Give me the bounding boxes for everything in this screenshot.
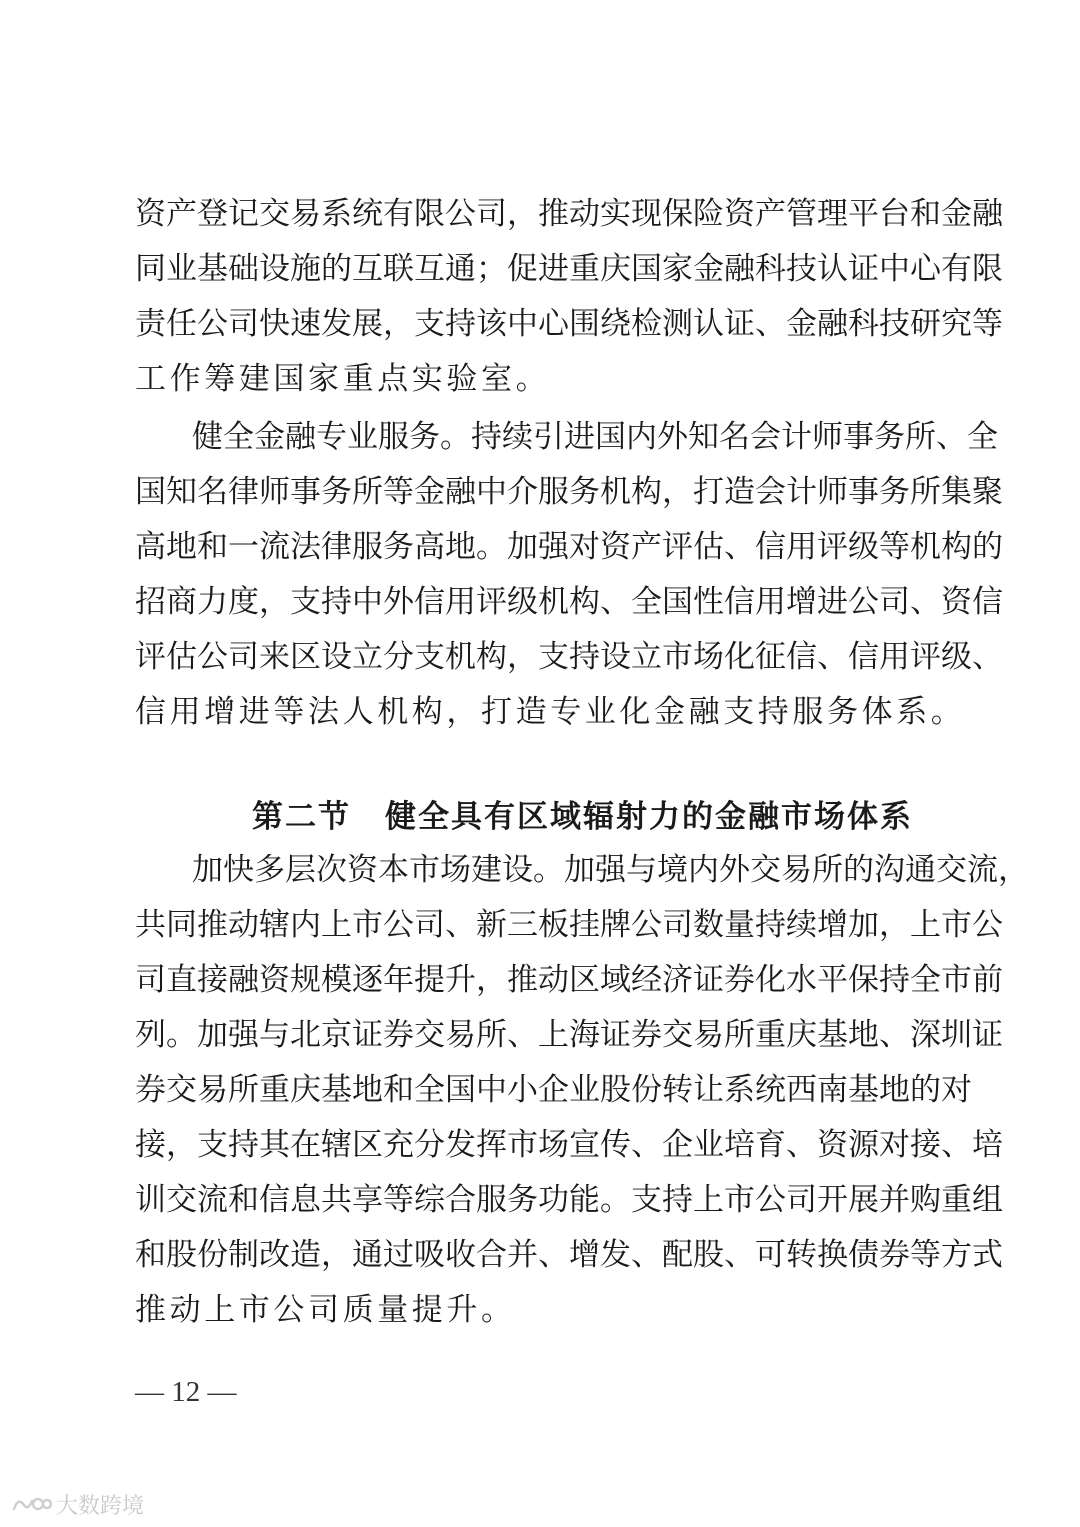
paragraph-line: 司直接融资规模逐年提升，推动区域经济证券化水平保持全市前	[135, 962, 1003, 998]
paragraph-line: 接，支持其在辖区充分发挥市场宣传、企业培育、资源对接、培	[135, 1127, 1003, 1163]
paragraph-line: 健全金融专业服务。持续引进国内外知名会计师事务所、全	[192, 419, 998, 455]
paragraph-line: 高地和一流法律服务高地。加强对资产评估、信用评级等机构的	[135, 529, 1003, 565]
paragraph-line: 券交易所重庆基地和全国中小企业股份转让系统西南基地的对	[135, 1072, 972, 1108]
paragraph-line: 列。加强与北京证券交易所、上海证券交易所重庆基地、深圳证	[135, 1017, 1003, 1053]
paragraph-line: 推动上市公司质量提升。	[135, 1292, 516, 1328]
paragraph-line: 资产登记交易系统有限公司，推动实现保险资产管理平台和金融	[135, 196, 1003, 232]
paragraph-line: 共同推动辖内上市公司、新三板挂牌公司数量持续增加，上市公	[135, 907, 1003, 943]
watermark-text: 大数跨境	[56, 1493, 145, 1519]
page-number: — 12 —	[135, 1376, 237, 1408]
paragraph-line: 评估公司来区设立分支机构，支持设立市场化征信、信用评级、	[135, 639, 1003, 675]
paragraph-line: 训交流和信息共享等综合服务功能。支持上市公司开展并购重组	[135, 1182, 1003, 1218]
section-title: 健全具有区域辐射力的金融市场体系	[385, 799, 913, 835]
section-number: 第二节	[252, 799, 351, 835]
paragraph-line: 责任公司快速发展，支持该中心围绕检测认证、金融科技研究等	[135, 306, 1003, 342]
paragraph-line: 同业基础设施的互联互通；促进重庆国家金融科技认证中心有限	[135, 251, 1003, 287]
paragraph-line: 加快多层次资本市场建设。加强与境内外交易所的沟通交流，	[192, 852, 1029, 888]
section-heading	[252, 790, 913, 844]
paragraph-line: 工作筹建国家重点实验室。	[135, 361, 551, 397]
paragraph-line: 信用增进等法人机构，打造专业化金融支持服务体系。	[135, 694, 966, 730]
watermark	[10, 1488, 144, 1520]
paragraph-line: 招商力度，支持中外信用评级机构、全国性信用增进公司、资信	[135, 584, 1003, 620]
logo-icon	[10, 1491, 52, 1517]
paragraph-line: 和股份制改造，通过吸收合并、增发、配股、可转换债券等方式	[135, 1237, 1003, 1273]
paragraph-line: 国知名律师事务所等金融中介服务机构，打造会计师事务所集聚	[135, 474, 1003, 510]
